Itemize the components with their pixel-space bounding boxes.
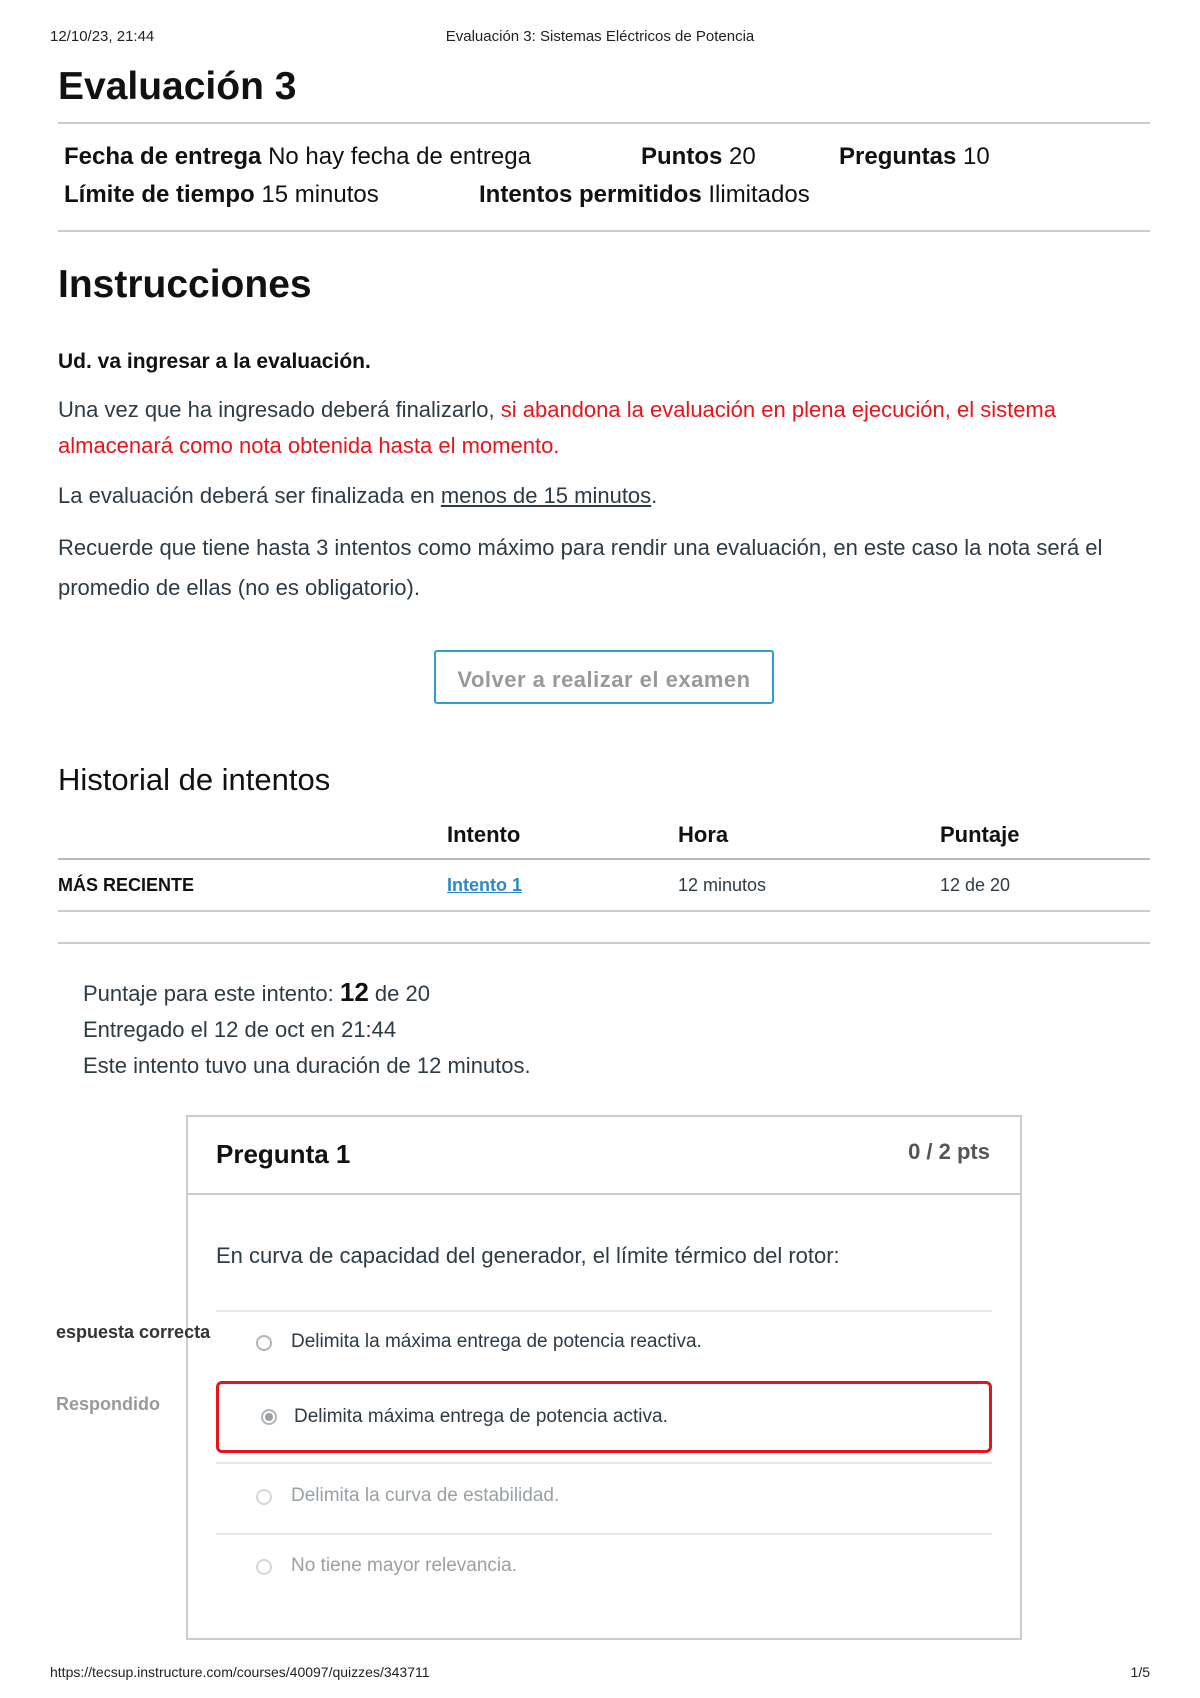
- answer-label: Delimita la máxima entrega de potencia reactiva.: [291, 1331, 702, 1352]
- score-prefix: Puntaje para este intento:: [83, 981, 340, 1006]
- question-points: 0 / 2 pts: [908, 1139, 990, 1164]
- table-header-row: [58, 812, 1150, 859]
- instructions-p2-end: .: [651, 483, 658, 508]
- instructions-title: Instrucciones: [58, 263, 312, 306]
- table-header-tag: [58, 812, 446, 859]
- meta-points-value: 20: [729, 143, 756, 170]
- question-card: [186, 1115, 1022, 1640]
- radio-icon: [256, 1559, 272, 1575]
- score-value: 12: [339, 977, 369, 1007]
- meta-due-label: Fecha de entrega: [64, 143, 262, 170]
- meta-points: [641, 143, 839, 171]
- attempt-summary: [58, 974, 1150, 1084]
- meta-questions-label: Preguntas: [839, 143, 957, 170]
- retake-button-wrap: [58, 650, 1150, 704]
- meta-due-value: No hay fecha de entrega: [268, 143, 531, 170]
- print-doc-title: Evaluación 3: Sistemas Eléctricos de Potencia: [445, 28, 755, 45]
- answer-option-1: [216, 1315, 992, 1375]
- instructions-paragraph-2: [58, 478, 1150, 514]
- attempt-score-line: [83, 974, 1150, 1012]
- table-header-attempt: Intento: [446, 812, 677, 859]
- recent-tag: MÁS RECIENTE: [58, 859, 446, 911]
- answer-option-3: [216, 1469, 992, 1529]
- radio-selected-icon: [261, 1409, 277, 1425]
- submitted-line: Entregado el 12 de oct en 21:44: [83, 1017, 397, 1042]
- table-header-score: Puntaje: [939, 812, 1150, 859]
- answer-label: Delimita máxima entrega de potencia activa.: [294, 1406, 668, 1427]
- print-url: https://tecsup.instructure.com/courses/40097/quizzes/343711: [50, 1664, 430, 1680]
- instructions-p1-text: Una vez que ha ingresado deberá finalizarlo,: [58, 397, 501, 422]
- meta-attempts-label: Intentos permitidos: [479, 181, 702, 208]
- answer-label: Delimita la curva de estabilidad.: [291, 1485, 560, 1506]
- quiz-meta: [58, 124, 1150, 230]
- correct-answer-label: espuesta correcta: [56, 1322, 211, 1342]
- divider: [58, 942, 1150, 944]
- attempt-cell: [446, 859, 677, 911]
- duration-line: Este intento tuvo una duración de 12 minutos.: [83, 1053, 531, 1078]
- question-header: [188, 1117, 1020, 1195]
- print-footer: [50, 1664, 1150, 1684]
- meta-due: [64, 143, 641, 171]
- meta-time-label: Límite de tiempo: [64, 181, 255, 208]
- answer-option-2-selected: [216, 1381, 992, 1453]
- print-datetime: 12/10/23, 21:44: [50, 28, 155, 45]
- instructions-p1-warning: si abandona la evaluación en plena ejecución, el sistema almacenará como nota obtenida hasta el momento.: [58, 397, 1056, 458]
- answered-label: Respondido: [56, 1394, 160, 1414]
- meta-points-label: Puntos: [641, 143, 723, 170]
- attempt-1-link[interactable]: Intento 1: [447, 874, 522, 895]
- meta-time-limit: [64, 181, 479, 209]
- meta-row-2: [64, 176, 1144, 214]
- page-title: Evaluación 3: [58, 65, 297, 108]
- radio-icon: [256, 1335, 272, 1351]
- answer-separator: [216, 1462, 992, 1464]
- instructions-paragraph-3: Recuerde que tiene hasta 3 intentos como máximo para rendir una evaluación, en este caso la nota será el promedio de ellas (no es obligatorio).: [58, 535, 1103, 600]
- attempt-history-table: [58, 812, 1150, 912]
- question-text: En curva de capacidad del generador, el límite térmico del rotor:: [216, 1243, 840, 1268]
- answer-separator: [216, 1310, 992, 1312]
- instructions-p2-text: La evaluación deberá ser finalizada en: [58, 483, 441, 508]
- meta-attempts-value: Ilimitados: [708, 181, 810, 208]
- meta-time-value: 15 minutos: [261, 181, 379, 208]
- main-content: [58, 62, 1150, 1084]
- meta-attempts: [479, 181, 810, 209]
- score-cell: 12 de 20: [939, 859, 1150, 911]
- print-header: [50, 28, 1150, 48]
- score-suffix: de 20: [368, 981, 430, 1006]
- instructions-bold-line: Ud. va ingresar a la evaluación.: [58, 350, 371, 373]
- answer-option-4: [216, 1539, 992, 1599]
- answer-separator: [216, 1533, 992, 1535]
- table-row: [58, 859, 1150, 911]
- radio-icon: [256, 1489, 272, 1505]
- meta-row-1: [64, 138, 1144, 176]
- print-page-number: 1/5: [1130, 1664, 1150, 1680]
- answer-label: No tiene mayor relevancia.: [291, 1555, 517, 1576]
- history-title: Historial de intentos: [58, 762, 331, 797]
- instructions-paragraph-1: [58, 392, 1150, 464]
- meta-questions: [839, 143, 990, 171]
- question-title: Pregunta 1: [216, 1139, 351, 1169]
- retake-quiz-button[interactable]: Volver a realizar el examen: [434, 650, 774, 704]
- meta-questions-value: 10: [963, 143, 990, 170]
- time-cell: 12 minutos: [677, 859, 939, 911]
- table-header-time: Hora: [677, 812, 939, 859]
- divider: [58, 230, 1150, 232]
- instructions-p2-underline: menos de 15 minutos: [440, 483, 652, 508]
